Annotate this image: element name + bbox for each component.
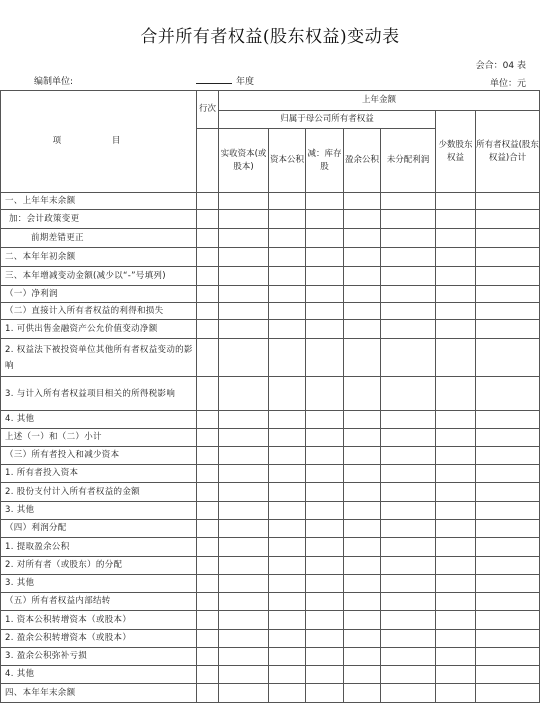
- amount-cell: [269, 447, 306, 465]
- header-minority-interest: 少数股东权益: [436, 111, 476, 193]
- table-row: [1, 593, 540, 611]
- amount-cell: [381, 648, 436, 666]
- amount-cell: [476, 684, 540, 703]
- amount-cell: [269, 229, 306, 248]
- amount-cell: [269, 630, 306, 648]
- amount-cell: [381, 303, 436, 320]
- table-row: [1, 557, 540, 575]
- amount-cell: [476, 611, 540, 630]
- amount-cell: [381, 502, 436, 520]
- row-label: 4. 其他: [1, 411, 197, 429]
- header-surplus-reserve: 盈余公积: [344, 129, 381, 193]
- line-no-cell: [197, 593, 219, 611]
- amount-cell: [306, 611, 344, 630]
- amount-cell: [381, 411, 436, 429]
- amount-cell: [344, 320, 381, 339]
- amount-cell: [269, 248, 306, 267]
- amount-cell: [269, 429, 306, 447]
- amount-cell: [306, 339, 344, 377]
- amount-cell: [269, 502, 306, 520]
- amount-cell: [269, 666, 306, 684]
- table-row: [1, 684, 540, 703]
- table-row: [1, 286, 540, 303]
- row-label: 3. 其他: [1, 502, 197, 520]
- line-no-cell: [197, 447, 219, 465]
- line-no-cell: [197, 557, 219, 575]
- amount-cell: [381, 520, 436, 538]
- header-line-no-blank: [197, 129, 219, 193]
- amount-cell: [436, 465, 476, 483]
- amount-cell: [381, 320, 436, 339]
- amount-cell: [219, 210, 269, 229]
- amount-cell: [269, 538, 306, 557]
- reporting-entity-label: 编制单位:: [34, 77, 74, 87]
- amount-cell: [219, 575, 269, 593]
- line-no-cell: [197, 611, 219, 630]
- amount-cell: [306, 538, 344, 557]
- line-no-cell: [197, 303, 219, 320]
- amount-cell: [381, 666, 436, 684]
- amount-cell: [436, 684, 476, 703]
- amount-cell: [306, 411, 344, 429]
- amount-cell: [381, 248, 436, 267]
- line-no-cell: [197, 411, 219, 429]
- amount-cell: [306, 429, 344, 447]
- amount-cell: [306, 229, 344, 248]
- line-no-cell: [197, 429, 219, 447]
- amount-cell: [219, 267, 269, 286]
- table-row: [1, 210, 540, 229]
- amount-cell: [381, 267, 436, 286]
- amount-cell: [344, 557, 381, 575]
- currency-unit-label: 单位：元: [489, 79, 526, 89]
- amount-cell: [219, 429, 269, 447]
- amount-cell: [476, 520, 540, 538]
- amount-cell: [344, 193, 381, 210]
- amount-cell: [436, 666, 476, 684]
- line-no-cell: [197, 483, 219, 502]
- row-label: （五）所有者权益内部结转: [1, 593, 197, 611]
- amount-cell: [344, 520, 381, 538]
- amount-cell: [269, 193, 306, 210]
- amount-cell: [269, 575, 306, 593]
- row-label: 上述（一）和（二）小计: [1, 429, 197, 447]
- amount-cell: [344, 465, 381, 483]
- row-label: （二）直接计入所有者权益的利得和损失: [1, 303, 197, 320]
- line-no-cell: [197, 193, 219, 210]
- period-label: 年度: [236, 77, 255, 87]
- amount-cell: [219, 557, 269, 575]
- year-blank-line: [196, 83, 232, 84]
- amount-cell: [476, 411, 540, 429]
- amount-cell: [381, 593, 436, 611]
- table-row: [1, 666, 540, 684]
- amount-cell: [476, 229, 540, 248]
- amount-cell: [344, 267, 381, 286]
- amount-cell: [269, 267, 306, 286]
- amount-cell: [381, 684, 436, 703]
- amount-cell: [476, 320, 540, 339]
- amount-cell: [219, 483, 269, 502]
- row-label: 3. 其他: [1, 575, 197, 593]
- table-row: [1, 267, 540, 286]
- amount-cell: [476, 557, 540, 575]
- amount-cell: [306, 303, 344, 320]
- line-no-cell: [197, 286, 219, 303]
- header-capital-reserve: 资本公积: [269, 129, 306, 193]
- amount-cell: [306, 593, 344, 611]
- header-undistributed-profit: 未分配利润: [381, 129, 436, 193]
- amount-cell: [306, 465, 344, 483]
- amount-cell: [476, 666, 540, 684]
- table-row: [1, 465, 540, 483]
- amount-cell: [344, 377, 381, 411]
- row-label: 三、本年增减变动金额(减少以“-”号填列): [1, 267, 197, 286]
- line-no-cell: [197, 502, 219, 520]
- amount-cell: [436, 520, 476, 538]
- amount-cell: [269, 557, 306, 575]
- amount-cell: [381, 229, 436, 248]
- amount-cell: [269, 465, 306, 483]
- amount-cell: [344, 666, 381, 684]
- row-label: 2. 权益法下被投资单位其他所有者权益变动的影响: [1, 339, 197, 377]
- row-label: 1. 提取盈余公积: [1, 538, 197, 557]
- amount-cell: [306, 377, 344, 411]
- table-row: [1, 648, 540, 666]
- header-treasury-stock: 减：库存股: [306, 129, 344, 193]
- amount-cell: [306, 666, 344, 684]
- form-number: 会合：04 表: [475, 61, 526, 71]
- row-label: 1. 资本公积转增资本（或股本）: [1, 611, 197, 630]
- amount-cell: [269, 648, 306, 666]
- amount-cell: [381, 557, 436, 575]
- header-paid-in-capital: 实收资本(或股本): [219, 129, 269, 193]
- amount-cell: [269, 303, 306, 320]
- amount-cell: [381, 429, 436, 447]
- amount-cell: [269, 483, 306, 502]
- amount-cell: [476, 248, 540, 267]
- amount-cell: [381, 210, 436, 229]
- row-label: 1. 可供出售金融资产公允价值变动净额: [1, 320, 197, 339]
- amount-cell: [476, 630, 540, 648]
- amount-cell: [436, 229, 476, 248]
- table-row: [1, 320, 540, 339]
- row-label: 加：会计政策变更: [1, 210, 197, 229]
- line-no-cell: [197, 320, 219, 339]
- amount-cell: [436, 611, 476, 630]
- page-title: 合并所有者权益(股东权益)变动表: [140, 27, 400, 47]
- amount-cell: [219, 339, 269, 377]
- header-parent-equity: 归属于母公司所有者权益: [219, 111, 436, 129]
- amount-cell: [344, 611, 381, 630]
- amount-cell: [219, 502, 269, 520]
- amount-cell: [219, 648, 269, 666]
- amount-cell: [476, 377, 540, 411]
- line-no-cell: [197, 538, 219, 557]
- row-label: 2. 股份支付计入所有者权益的金额: [1, 483, 197, 502]
- amount-cell: [306, 648, 344, 666]
- amount-cell: [269, 320, 306, 339]
- amount-cell: [219, 377, 269, 411]
- header-prior-year-amount: 上年金额: [219, 91, 540, 111]
- amount-cell: [219, 447, 269, 465]
- table-row: [1, 630, 540, 648]
- amount-cell: [219, 538, 269, 557]
- amount-cell: [476, 193, 540, 210]
- amount-cell: [219, 684, 269, 703]
- amount-cell: [381, 377, 436, 411]
- amount-cell: [269, 411, 306, 429]
- table-row: [1, 339, 540, 377]
- equity-changes-table: [0, 90, 540, 703]
- amount-cell: [436, 502, 476, 520]
- line-no-cell: [197, 648, 219, 666]
- row-label: 3. 盈余公积弥补亏损: [1, 648, 197, 666]
- line-no-cell: [197, 210, 219, 229]
- amount-cell: [436, 648, 476, 666]
- amount-cell: [476, 339, 540, 377]
- amount-cell: [436, 248, 476, 267]
- row-label: （一）净利润: [1, 286, 197, 303]
- amount-cell: [344, 538, 381, 557]
- amount-cell: [306, 267, 344, 286]
- line-no-cell: [197, 377, 219, 411]
- amount-cell: [381, 465, 436, 483]
- amount-cell: [306, 286, 344, 303]
- amount-cell: [306, 684, 344, 703]
- row-label: 2. 对所有者（或股东）的分配: [1, 557, 197, 575]
- row-label: 2. 盈余公积转增资本（或股本）: [1, 630, 197, 648]
- amount-cell: [219, 520, 269, 538]
- amount-cell: [344, 648, 381, 666]
- amount-cell: [436, 538, 476, 557]
- amount-cell: [381, 630, 436, 648]
- table-row: [1, 411, 540, 429]
- table-row: [1, 447, 540, 465]
- amount-cell: [306, 575, 344, 593]
- amount-cell: [381, 193, 436, 210]
- amount-cell: [269, 611, 306, 630]
- amount-cell: [219, 303, 269, 320]
- amount-cell: [344, 447, 381, 465]
- table-row: [1, 538, 540, 557]
- amount-cell: [306, 320, 344, 339]
- amount-cell: [306, 630, 344, 648]
- amount-cell: [344, 229, 381, 248]
- amount-cell: [344, 303, 381, 320]
- amount-cell: [436, 286, 476, 303]
- amount-cell: [306, 210, 344, 229]
- amount-cell: [306, 248, 344, 267]
- amount-cell: [306, 557, 344, 575]
- amount-cell: [436, 593, 476, 611]
- table-row: [1, 193, 540, 210]
- amount-cell: [306, 520, 344, 538]
- table-row: [1, 502, 540, 520]
- amount-cell: [436, 320, 476, 339]
- line-no-cell: [197, 520, 219, 538]
- amount-cell: [219, 593, 269, 611]
- amount-cell: [476, 575, 540, 593]
- amount-cell: [219, 630, 269, 648]
- amount-cell: [476, 648, 540, 666]
- table-row: [1, 377, 540, 411]
- amount-cell: [476, 267, 540, 286]
- line-no-cell: [197, 575, 219, 593]
- line-no-cell: [197, 339, 219, 377]
- table-row: [1, 229, 540, 248]
- amount-cell: [344, 575, 381, 593]
- amount-cell: [381, 339, 436, 377]
- line-no-cell: [197, 666, 219, 684]
- amount-cell: [344, 411, 381, 429]
- amount-cell: [344, 339, 381, 377]
- amount-cell: [306, 193, 344, 210]
- amount-cell: [381, 447, 436, 465]
- row-label: 前期差错更正: [1, 229, 197, 248]
- line-no-cell: [197, 248, 219, 267]
- table-row: [1, 248, 540, 267]
- amount-cell: [219, 320, 269, 339]
- amount-cell: [269, 286, 306, 303]
- amount-cell: [344, 483, 381, 502]
- amount-cell: [344, 684, 381, 703]
- amount-cell: [436, 303, 476, 320]
- table-row: [1, 575, 540, 593]
- amount-cell: [436, 575, 476, 593]
- row-label: 3. 与计入所有者权益项目相关的所得税影响: [1, 377, 197, 411]
- row-label: 1. 所有者投入资本: [1, 465, 197, 483]
- amount-cell: [436, 339, 476, 377]
- table-row: [1, 520, 540, 538]
- amount-cell: [436, 447, 476, 465]
- amount-cell: [436, 630, 476, 648]
- amount-cell: [306, 483, 344, 502]
- line-no-cell: [197, 229, 219, 248]
- amount-cell: [219, 411, 269, 429]
- row-label: （四）利润分配: [1, 520, 197, 538]
- amount-cell: [269, 684, 306, 703]
- amount-cell: [476, 303, 540, 320]
- amount-cell: [381, 575, 436, 593]
- amount-cell: [219, 193, 269, 210]
- amount-cell: [381, 538, 436, 557]
- amount-cell: [476, 447, 540, 465]
- amount-cell: [476, 429, 540, 447]
- header-line-no: 行次: [197, 91, 219, 129]
- amount-cell: [269, 377, 306, 411]
- amount-cell: [269, 339, 306, 377]
- table-row: [1, 429, 540, 447]
- amount-cell: [219, 465, 269, 483]
- amount-cell: [219, 286, 269, 303]
- amount-cell: [219, 611, 269, 630]
- amount-cell: [476, 502, 540, 520]
- amount-cell: [436, 210, 476, 229]
- amount-cell: [344, 210, 381, 229]
- amount-cell: [476, 593, 540, 611]
- amount-cell: [344, 429, 381, 447]
- amount-cell: [219, 248, 269, 267]
- row-label: （三）所有者投入和减少资本: [1, 447, 197, 465]
- line-no-cell: [197, 267, 219, 286]
- amount-cell: [476, 210, 540, 229]
- header-item: 项 目: [1, 91, 197, 193]
- amount-cell: [436, 377, 476, 411]
- amount-cell: [269, 210, 306, 229]
- table-row: [1, 483, 540, 502]
- amount-cell: [219, 666, 269, 684]
- amount-cell: [344, 630, 381, 648]
- amount-cell: [476, 465, 540, 483]
- amount-cell: [381, 611, 436, 630]
- amount-cell: [269, 593, 306, 611]
- amount-cell: [436, 411, 476, 429]
- amount-cell: [436, 429, 476, 447]
- amount-cell: [344, 286, 381, 303]
- amount-cell: [436, 483, 476, 502]
- row-label: 一、上年年末余额: [1, 193, 197, 210]
- line-no-cell: [197, 465, 219, 483]
- table-row: [1, 303, 540, 320]
- amount-cell: [219, 229, 269, 248]
- row-label: 二、本年年初余额: [1, 248, 197, 267]
- row-label: 四、本年年末余额: [1, 684, 197, 703]
- line-no-cell: [197, 630, 219, 648]
- amount-cell: [344, 593, 381, 611]
- amount-cell: [476, 286, 540, 303]
- amount-cell: [306, 502, 344, 520]
- amount-cell: [476, 538, 540, 557]
- header-total-equity: 所有者权益(股东权益)合计: [476, 111, 540, 193]
- table-row: [1, 611, 540, 630]
- amount-cell: [476, 483, 540, 502]
- row-label: 4. 其他: [1, 666, 197, 684]
- amount-cell: [269, 520, 306, 538]
- amount-cell: [436, 267, 476, 286]
- amount-cell: [436, 193, 476, 210]
- amount-cell: [381, 483, 436, 502]
- amount-cell: [436, 557, 476, 575]
- amount-cell: [344, 502, 381, 520]
- amount-cell: [344, 248, 381, 267]
- line-no-cell: [197, 684, 219, 703]
- amount-cell: [381, 286, 436, 303]
- amount-cell: [306, 447, 344, 465]
